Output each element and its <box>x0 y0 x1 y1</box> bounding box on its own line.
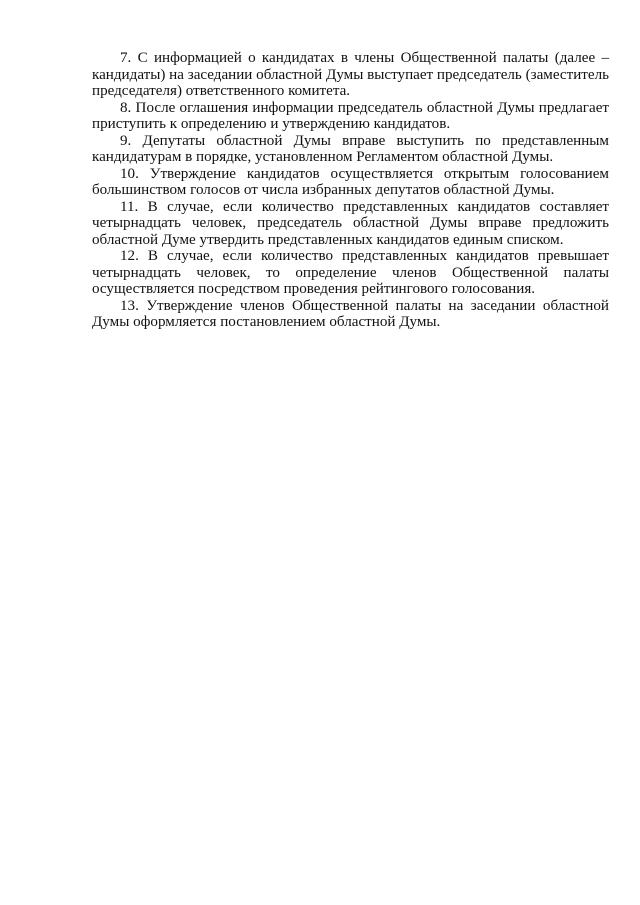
paragraph-12: 12. В случае, если количество представленных кандидатов превышает четырнадцать человек, то определение членов Общественной палаты осуществляется посредством проведения рейтингового голосования. <box>92 248 609 297</box>
paragraph-9: 9. Депутаты областной Думы вправе выступить по представленным кандидатурам в порядке, установленном Регламентом областной Думы. <box>92 132 609 165</box>
paragraph-13: 13. Утверждение членов Общественной палаты на заседании областной Думы оформляется постановлением областной Думы. <box>92 297 609 330</box>
document-body <box>92 50 609 331</box>
paragraph-7: 7. С информацией о кандидатах в члены Общественной палаты (далее – кандидаты) на заседании областной Думы выступает председатель (заместитель председателя) ответственного комитета. <box>92 50 609 99</box>
paragraph-10: 10. Утверждение кандидатов осуществляется открытым голосованием большинством голосов от числа избранных депутатов областной Думы. <box>92 165 609 198</box>
paragraph-11: 11. В случае, если количество представленных кандидатов составляет четырнадцать человек, председатель областной Думы вправе предложить областной Думе утвердить представленных кандидатов единым списком. <box>92 198 609 248</box>
paragraph-8: 8. После оглашения информации председатель областной Думы предлагает приступить к определению и утверждению кандидатов. <box>92 99 609 132</box>
